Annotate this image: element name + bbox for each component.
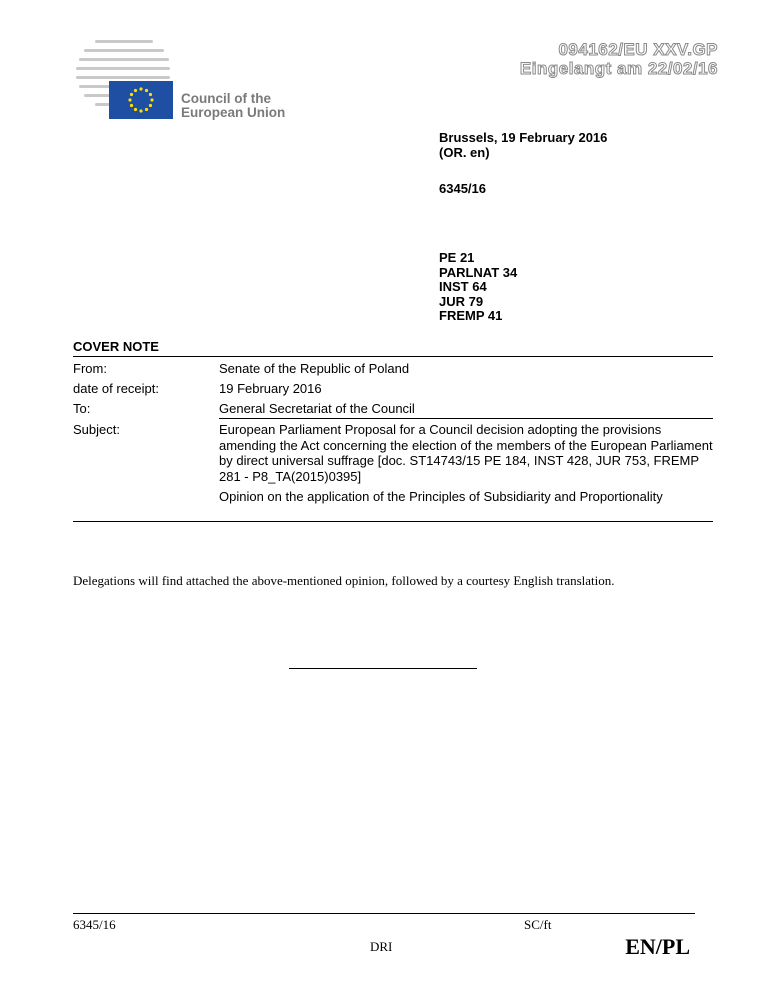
subject-value-2: Opinion on the application of the Principles of Subsidiarity and Proportionality (219, 489, 663, 504)
to-rule (219, 418, 713, 419)
cover-note-title: COVER NOTE (73, 339, 159, 354)
date-label: date of receipt: (73, 381, 159, 396)
footer-doc-number: 6345/16 (73, 917, 116, 932)
date-value: 19 February 2016 (219, 381, 322, 396)
to-label: To: (73, 401, 91, 416)
document-number: 6345/16 (439, 181, 486, 196)
to-value: General Secretariat of the Council (219, 401, 415, 416)
footer-languages: EN/PL (625, 934, 690, 959)
footer-rule (73, 913, 695, 914)
reference-code: PARLNAT 34 (439, 264, 518, 280)
reference-code: PE 21 (439, 250, 475, 265)
council-name-line-1: Council of the (181, 91, 271, 106)
stamp-line-1: 094162/EU XXV.GP (558, 40, 718, 59)
subject-label: Subject: (73, 422, 120, 437)
cover-note-rule (73, 356, 713, 357)
eu-stars-icon (109, 81, 173, 119)
registration-stamp (520, 40, 718, 78)
reference-code: FREMP 41 (439, 308, 503, 323)
body-text: Delegations will find attached the above-mentioned opinion, followed by a courtesy English translation. (73, 573, 615, 588)
place-date: Brussels, 19 February 2016 (439, 130, 608, 145)
original-language: (OR. en) (439, 145, 490, 160)
council-name (181, 92, 285, 120)
footer-dg: DRI (370, 939, 393, 954)
reference-codes (439, 251, 517, 324)
cover-note-bottom-rule (73, 521, 713, 522)
eu-flag-icon (109, 81, 173, 119)
stamp-line-2: Eingelangt am 22/02/16 (519, 59, 718, 78)
reference-code: JUR 79 (439, 293, 484, 309)
council-name-line-2: European Union (181, 105, 286, 120)
reference-code: INST 64 (439, 279, 487, 294)
footer-initials: SC/ft (524, 917, 552, 932)
end-rule (289, 668, 477, 669)
from-label: From: (73, 361, 107, 376)
from-value: Senate of the Republic of Poland (219, 361, 410, 376)
subject-value: European Parliament Proposal for a Council decision adopting the provisions amending the Act concerning the election of the members of the European Parliament by direct universal suffrage [doc. ST14743/15 PE 184, INST 428, JUR 753, FREMP 281 - P8_TA(2015)0395] (219, 422, 713, 484)
